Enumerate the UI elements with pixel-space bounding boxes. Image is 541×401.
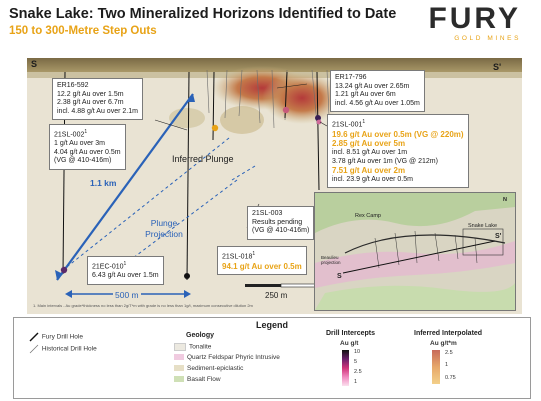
long-section-map [27,58,522,314]
callout-line: 1.21 g/t Au over 6m [335,91,396,99]
swatch [174,354,184,360]
inset-label: S' [495,233,502,240]
legend-geology-title: Geology [186,332,215,339]
swatch [174,376,184,382]
callout-er16-592 [52,78,143,120]
callout-id: 21SL-018 [222,253,253,261]
swatch [174,343,186,351]
north-arrow-label: N [503,197,507,203]
callout-highlight: 94.1 g/t Au over 0.5m [222,261,302,271]
historical-hole-icon [28,344,40,354]
callout-line: incl. 23.9 g/t Au over 0.5m [332,175,413,183]
colorbar-tick: 0.75 [445,375,456,381]
colorbar-tick: 5 [354,359,358,365]
callout-line: (VG @ 410-416m) [252,227,310,235]
legend-label: Quartz Feldspar Phyric Intrusive [187,354,280,361]
callout-line: Results pending [252,218,303,226]
legend-label: Sediment-epiclastic [187,365,244,372]
callout-line: 1 g/t Au over 3m [54,139,105,147]
inset-label: Rex Camp [355,213,381,219]
colorbar-tick: 10 [354,349,361,355]
callout-line: incl. 8.51 g/t Au over 1m [332,148,408,156]
legend-geology-item [174,365,243,372]
callout-line: 12.2 g/t Au over 1.5m [57,90,124,98]
legend-label: Basalt Flow [187,376,221,383]
callout-id: 21SL-003 [252,210,283,217]
colorbar-tick: 2.5 [354,369,362,375]
logo-main: FURY [428,2,521,35]
callout-highlight: 7.51 g/t Au over 2m [332,166,406,176]
inset-label: Beaulieu projection [321,255,341,265]
callout-id: 21SL-001 [332,121,363,129]
legend-drill-title: Drill Intercepts [326,330,376,337]
footnote-mark: 1 [84,129,88,135]
callout-line: 6.43 g/t Au over 1.5m [92,271,159,279]
callout-highlight: 2.85 g/t Au over 5m [332,139,406,149]
inferred-plunge-label: Inferred Plunge [172,154,234,164]
legend-interp-unit: Au g/t*m [430,340,457,347]
callout-21sl-001 [327,114,469,188]
colorbar-tick: 1 [445,362,449,368]
callout-21sl-003 [247,206,314,240]
legend-geology-item [174,376,221,383]
footnote-mark: 1 [252,251,256,257]
section-label-s-prime: S' [493,62,502,72]
page-subtitle: 150 to 300-Metre Step Outs [9,25,157,37]
drill-colorbar [342,350,349,386]
callout-21ec-010 [87,256,164,285]
callout-er17-796 [330,70,425,112]
legend-title: Legend [255,320,288,330]
callout-line: (VG @ 410-416m) [54,157,112,165]
page-title: Snake Lake: Two Mineralized Horizons Identified to Date [9,6,397,22]
legend-historical-hole [28,344,97,354]
scale-left-label: 500 m [115,290,139,300]
inset-label: Snake Lake [468,223,498,229]
interp-colorbar [432,350,440,384]
scale-bar [245,284,317,287]
fury-hole-icon [28,332,40,342]
legend-geology-item [174,343,211,351]
scale-right-label: 250 m [265,291,288,300]
legend-geology-item [174,354,280,361]
callout-line: 13.24 g/t Au over 2.65m [335,82,410,90]
footnote: 1. Main intervals - Au grade*thickness no less than 2g/T*m with grade is no less than 1g/t, maximum consecutive dilution 2m [33,303,253,308]
callout-id: 21EC-010 [92,263,124,271]
inset-label: S [337,273,342,280]
plunge-projection-label: Plunge Projection [145,218,183,239]
colorbar-tick: 1 [354,379,358,385]
callout-line: 3.78 g/t Au over 1m (VG @ 212m) [332,157,438,165]
callout-id: ER17-796 [335,74,367,81]
callout-line: incl. 4.88 g/t Au over 2.1m [57,107,138,115]
callout-line: 2.38 g/t Au over 6.7m [57,99,124,107]
legend-drill-unit: Au g/t [340,340,359,347]
inset-graphic [315,193,515,310]
swatch [174,365,184,371]
callout-line: incl. 4.56 g/t Au over 1.05m [335,99,420,107]
callout-21sl-018 [217,246,307,275]
footnote-mark: 1 [123,261,127,267]
callout-id: 21SL-002 [54,131,85,139]
colorbar-tick: 2.5 [445,350,453,356]
legend-label: Historical Drill Hole [41,345,97,353]
legend-label: Fury Drill Hole [41,333,83,341]
logo-sub: GOLD MINES [454,35,521,42]
company-logo [428,4,521,42]
callout-line: 4.04 g/t Au over 0.5m [54,148,121,156]
callout-highlight: 19.6 g/t Au over 0.5m (VG @ 220m) [332,129,464,139]
distance-label: 1.1 km [90,178,117,188]
legend-label: Tonalite [189,343,212,351]
footnote-mark: 1 [362,119,366,125]
legend [13,317,531,399]
section-label-s: S [31,59,38,69]
callout-21sl-002 [49,124,126,170]
inset-map [314,192,516,311]
legend-fury-hole [28,332,83,342]
legend-interp-title: Inferred Interpolated [414,330,483,337]
callout-id: ER16-592 [57,82,89,89]
